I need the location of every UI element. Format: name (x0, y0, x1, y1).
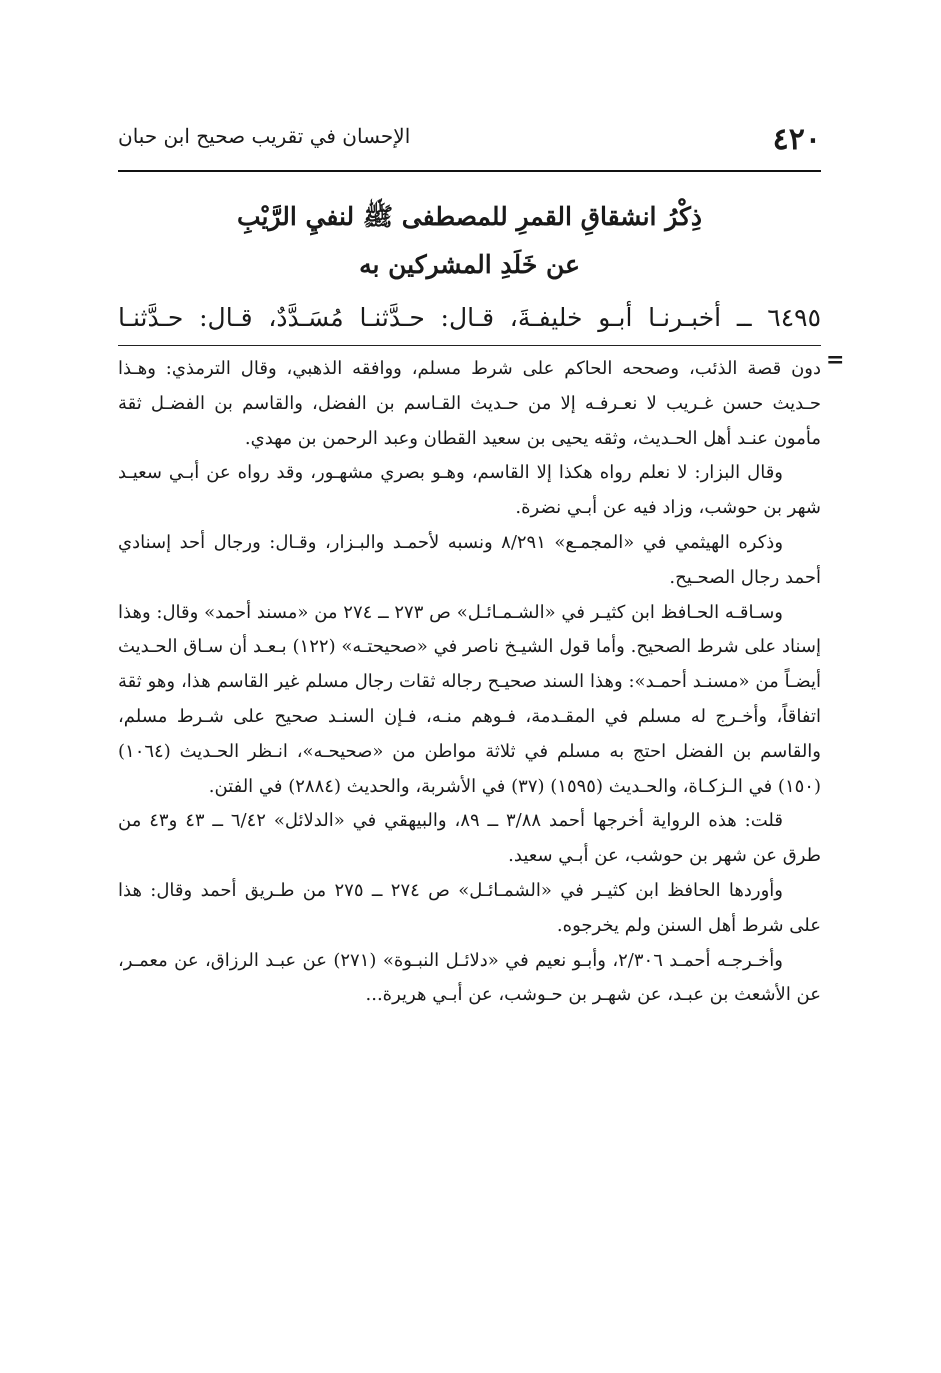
footnote-paragraph: وذكره الهيثمي في «المجمـع» ٨/٢٩١ ونسبه لأحمـد والبـزار، وقـال: ورجال أحد إسنادي أحمد رجال الصحـيح. (118, 531, 821, 588)
chapter-heading-line-1: ذِكْرُ انشقاقِ القمرِ للمصطفى ﷺ لنفيِ الرَّيْبِ (236, 202, 703, 231)
footnote-paragraph: وأخـرجـه أحمـد ٢/٣٠٦، وأبـو نعيم في «دلائـل النبـوة» (٢٧١) عن عبـد الرزاق، عن معمـر، عن الأشعث بن عبـد، عن شهـر بن حـوشب، عن أبـي هريرة... (118, 949, 821, 1006)
chapter-heading (118, 193, 821, 289)
page-number: ٤٢٠ (772, 122, 821, 157)
footnote-paragraph: قلت: هذه الرواية أخرجها أحمد ٣/٨٨ ــ ٨٩، والبيهقي في «الدلائل» ٦/٤٢ ــ ٤٣ و٤٣ من طرق عن شهر بن حوشب، عن أبـي سعيد. (118, 810, 821, 867)
header-divider (118, 170, 821, 172)
footnote-paragraph: دون قصة الذئب، وصححه الحاكم على شرط مسلم، ووافقه الذهبي، وقال الترمذي: وهـذا حـديث حسن غـريب لا نعـرفـه إلا من حـديث القـاسم بن الفضل، والقاسم بن الفضـل ثقة مأمون عنـد أهل الحـديث، وثقه يحيى بن سعيد القطان وعبد الرحمن بن مهدي. (118, 358, 821, 449)
footnote-continuation-marker: = (826, 347, 845, 373)
chapter-heading-line-2: عن خَلَدِ المشركين به (359, 250, 580, 279)
running-title: الإحسان في تقريب صحيح ابن حبان (118, 124, 411, 148)
footnote-notes (118, 352, 821, 1013)
footnote-paragraph: وسـاقـه الحـافظ ابن كثيـر في «الشـمـائـل» ص ٢٧٣ ــ ٢٧٤ من «مسند أحمد» وقال: وهذا إسناد على شرط الصحيح. وأما قول الشيـخ ناصر في «صحيحتـه» (١٢٢) بـعـد أن سـاق الحـديث أيضـاً من «مسنـد أحمـد»: وهذا السند صحيـح رجاله ثقات رجال مسلم غير القاسم هذا، وهو ثقة اتفاقاً، وأخـرج له مسلم في المقـدمة، فـوهم منـه، فـإن السنـد صحيح على شـرط مسلم، والقاسم بن الفضل احتج به مسلم في ثلاثة مواطن من «صحيحـه»، انـظر الحـديث (١٠٦٤) (١٥٠) في الـزكـاة، والحـديث (١٥٩٥) (٣٧) في الأشربة، والحديث (٢٨٨٤) في الفتن. (118, 601, 821, 797)
page-header (118, 112, 821, 172)
footnote-paragraph: وقال البزار: لا نعلم رواه هكذا إلا القاسم، وهـو بصري مشهـور، وقد رواه عن أبـي سعيـد شهر بن حوشب، وزاد فيه عن أبـي نضرة. (118, 462, 821, 519)
footnote-divider (118, 345, 821, 346)
hadith-text: ٦٤٩٥ ــ أخبـرنـا أبـو خليفـةَ، قـال: حـدَّثنـا مُسَـدَّدٌ، قـال: حـدَّثنـا (118, 303, 821, 332)
footnote-paragraph: وأوردها الحافظ ابن كثيـر في «الشمـائـل» ص ٢٧٤ ــ ٢٧٥ من طـريق أحمد وقال: هذا على شرط أهل السنن ولم يخرجوه. (118, 879, 821, 936)
